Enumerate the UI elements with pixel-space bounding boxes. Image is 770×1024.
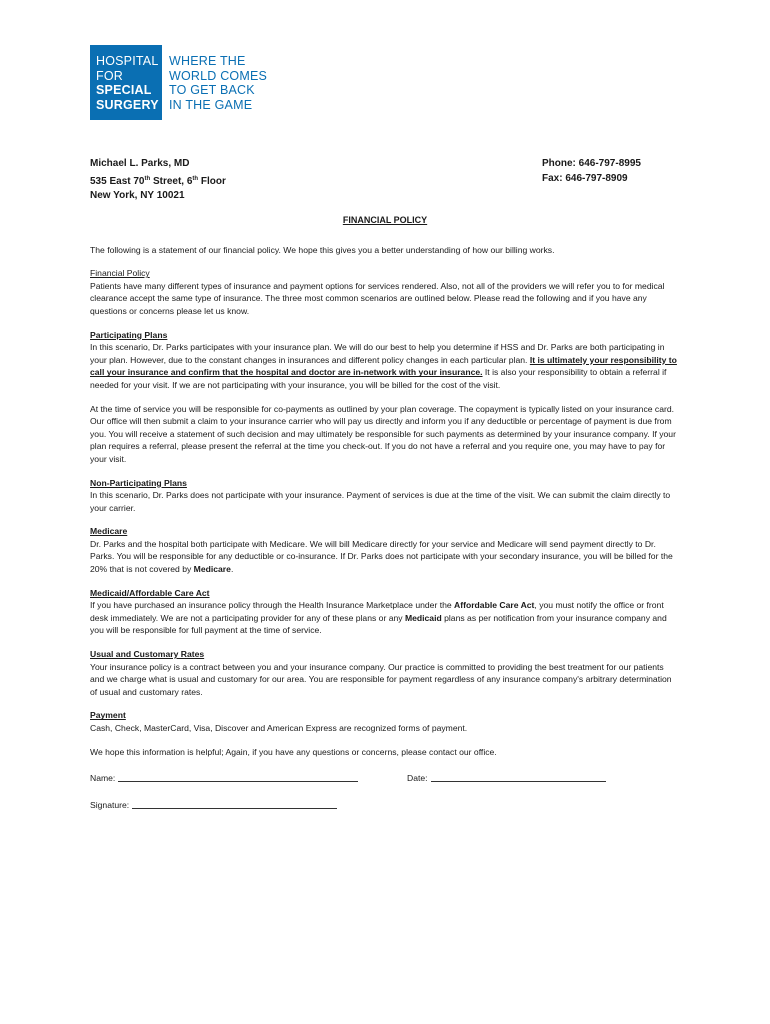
bold-run: Medicare	[193, 564, 231, 575]
doctor-address-block	[90, 157, 226, 204]
section-heading: Non-Participating Plans	[90, 477, 187, 488]
bold-run: Medicaid	[404, 612, 442, 623]
section-heading: Usual and Customary Rates	[90, 649, 205, 660]
section-body	[90, 538, 680, 576]
logo-line: HOSPITAL	[96, 54, 159, 68]
logo-tagline	[169, 45, 267, 120]
date-line[interactable]	[431, 772, 606, 782]
phone-number: Phone: 646-797-8995	[542, 158, 641, 169]
date-label: Date:	[407, 773, 428, 784]
ordinal-suffix: th	[144, 175, 151, 182]
name-field[interactable]	[90, 772, 407, 785]
section-medicaid	[90, 587, 680, 637]
text-run: , you must notify the office or front desk immediately. We are not a participating provider for any of these plans or any	[90, 600, 664, 623]
street-address	[90, 172, 226, 190]
section-body	[90, 599, 680, 637]
section-body: Your insurance policy is a contract between you and your insurance company. Our practice is committed to providing the best treatment for our patients and we charge what is usual and customary for our area. You are responsible for payment regardless of any insurance company's arbitrary determination of usual and customary rates.	[90, 661, 672, 697]
street-part: Street, 6	[150, 175, 193, 187]
section-heading: Participating Plans	[90, 329, 168, 340]
section-non-participating	[90, 477, 680, 515]
logo-line: SPECIAL	[96, 83, 152, 97]
section-body: Cash, Check, MasterCard, Visa, Discover and American Express are recognized forms of payment.	[90, 723, 468, 733]
document-title: FINANCIAL POLICY	[342, 215, 428, 225]
signature-row	[90, 799, 680, 812]
logo-line: SURGERY	[96, 97, 159, 112]
tagline-line: IN THE GAME	[169, 97, 253, 112]
section-heading: Medicare	[90, 526, 128, 537]
hss-logo	[90, 45, 267, 120]
section-financial-policy	[90, 267, 680, 317]
section-heading: Payment	[90, 710, 126, 721]
contact-block	[542, 157, 641, 186]
tagline-line: TO GET BACK	[169, 83, 255, 97]
section-payment	[90, 709, 680, 734]
date-field[interactable]	[407, 772, 606, 785]
section-heading: Financial Policy	[90, 268, 150, 279]
section-heading: Medicaid/Affordable Care Act	[90, 587, 210, 598]
section-participating-plans	[90, 329, 680, 466]
responsibility-emphasis: It is ultimately your responsibility to call your insurance and confirm that the hospital and doctor are in-network with your insurance.	[90, 354, 677, 378]
street-part: Floor	[198, 175, 226, 187]
ordinal-suffix: th	[192, 175, 199, 182]
section-body	[90, 341, 680, 391]
text-run: If you have purchased an insurance policy through the Health Insurance Marketplace under the	[90, 600, 455, 611]
name-line[interactable]	[118, 772, 358, 782]
name-date-row	[90, 772, 680, 785]
logo-box	[90, 45, 162, 120]
street-part: 535 East 70	[90, 175, 145, 187]
bold-run: Affordable Care Act	[454, 600, 535, 611]
city-line: New York, NY 10021	[90, 190, 185, 201]
text-run: In this scenario, Dr. Parks participates with your insurance plan. We will do our best to help you determine if HSS and Dr. Parks are both participating in your plan. However, due to the constant changes in insurances and different policy changes in each particular plan.	[90, 342, 665, 365]
closing-paragraph: We hope this information is helpful; Again, if you have any questions or concerns, please contact our office.	[90, 746, 497, 757]
policy-document	[90, 214, 680, 811]
section-usual-customary	[90, 648, 680, 698]
doctor-name: Michael L. Parks, MD	[90, 158, 190, 169]
signature-label: Signature:	[90, 799, 130, 810]
text-run: .	[230, 564, 234, 575]
intro-paragraph: The following is a statement of our financial policy. We hope this gives you a better understanding of how our billing works.	[90, 244, 555, 255]
name-label: Name:	[90, 773, 116, 784]
section-medicare	[90, 525, 680, 575]
text-run: plans as per notification from your insurance company and you will be responsible for full payment at the time of service.	[90, 612, 667, 636]
text-run: Dr. Parks and the hospital both participate with Medicare. We will bill Medicare directly for your service and Medicare will send payment directly to Dr. Parks. You will be responsible for any deductible or co-insurance. If Dr. Parks does not participate with your secondary insurance, you will be billed for the 20% that is not covered by	[90, 538, 673, 575]
section-body: Patients have many different types of insurance and payment options for services rendered. Also, not all of the providers we will refer you to for medical clearance accept the same type of insurance. The three most common scenarios are outlined below. Please read the following and if you have any questions or concerns please let us know.	[90, 280, 665, 316]
section-body: At the time of service you will be responsible for co-payments as outlined by your plan coverage. The copayment is typically listed on your insurance card. Our office will then submit a claim to your insurance carrier who will pay us directly and inform you if any deductible or percentage of payment is due from you. You will receive a statement of such decision and may ultimately be responsible for such payments as determined by your insurance company. If your plan requires a referral, please present the referral at the time you check-out. If you do not have a referral and you require one, you may have to pay for your visit.	[90, 403, 676, 464]
fax-number: Fax: 646-797-8909	[542, 172, 628, 184]
tagline-line: WORLD COMES	[169, 68, 268, 83]
tagline-line: WHERE THE	[169, 54, 246, 68]
signature-line[interactable]	[132, 799, 337, 809]
logo-line: FOR	[96, 68, 123, 83]
signature-field[interactable]	[90, 799, 337, 812]
text-run: It is also your responsibility to obtain a referral if needed for your visit. If we are not participating with your insurance, you will be billed for the cost of the visit.	[90, 367, 667, 390]
section-body: In this scenario, Dr. Parks does not participate with your insurance. Payment of services is due at the time of the visit. We can submit the claim directly to your carrier.	[90, 490, 671, 513]
